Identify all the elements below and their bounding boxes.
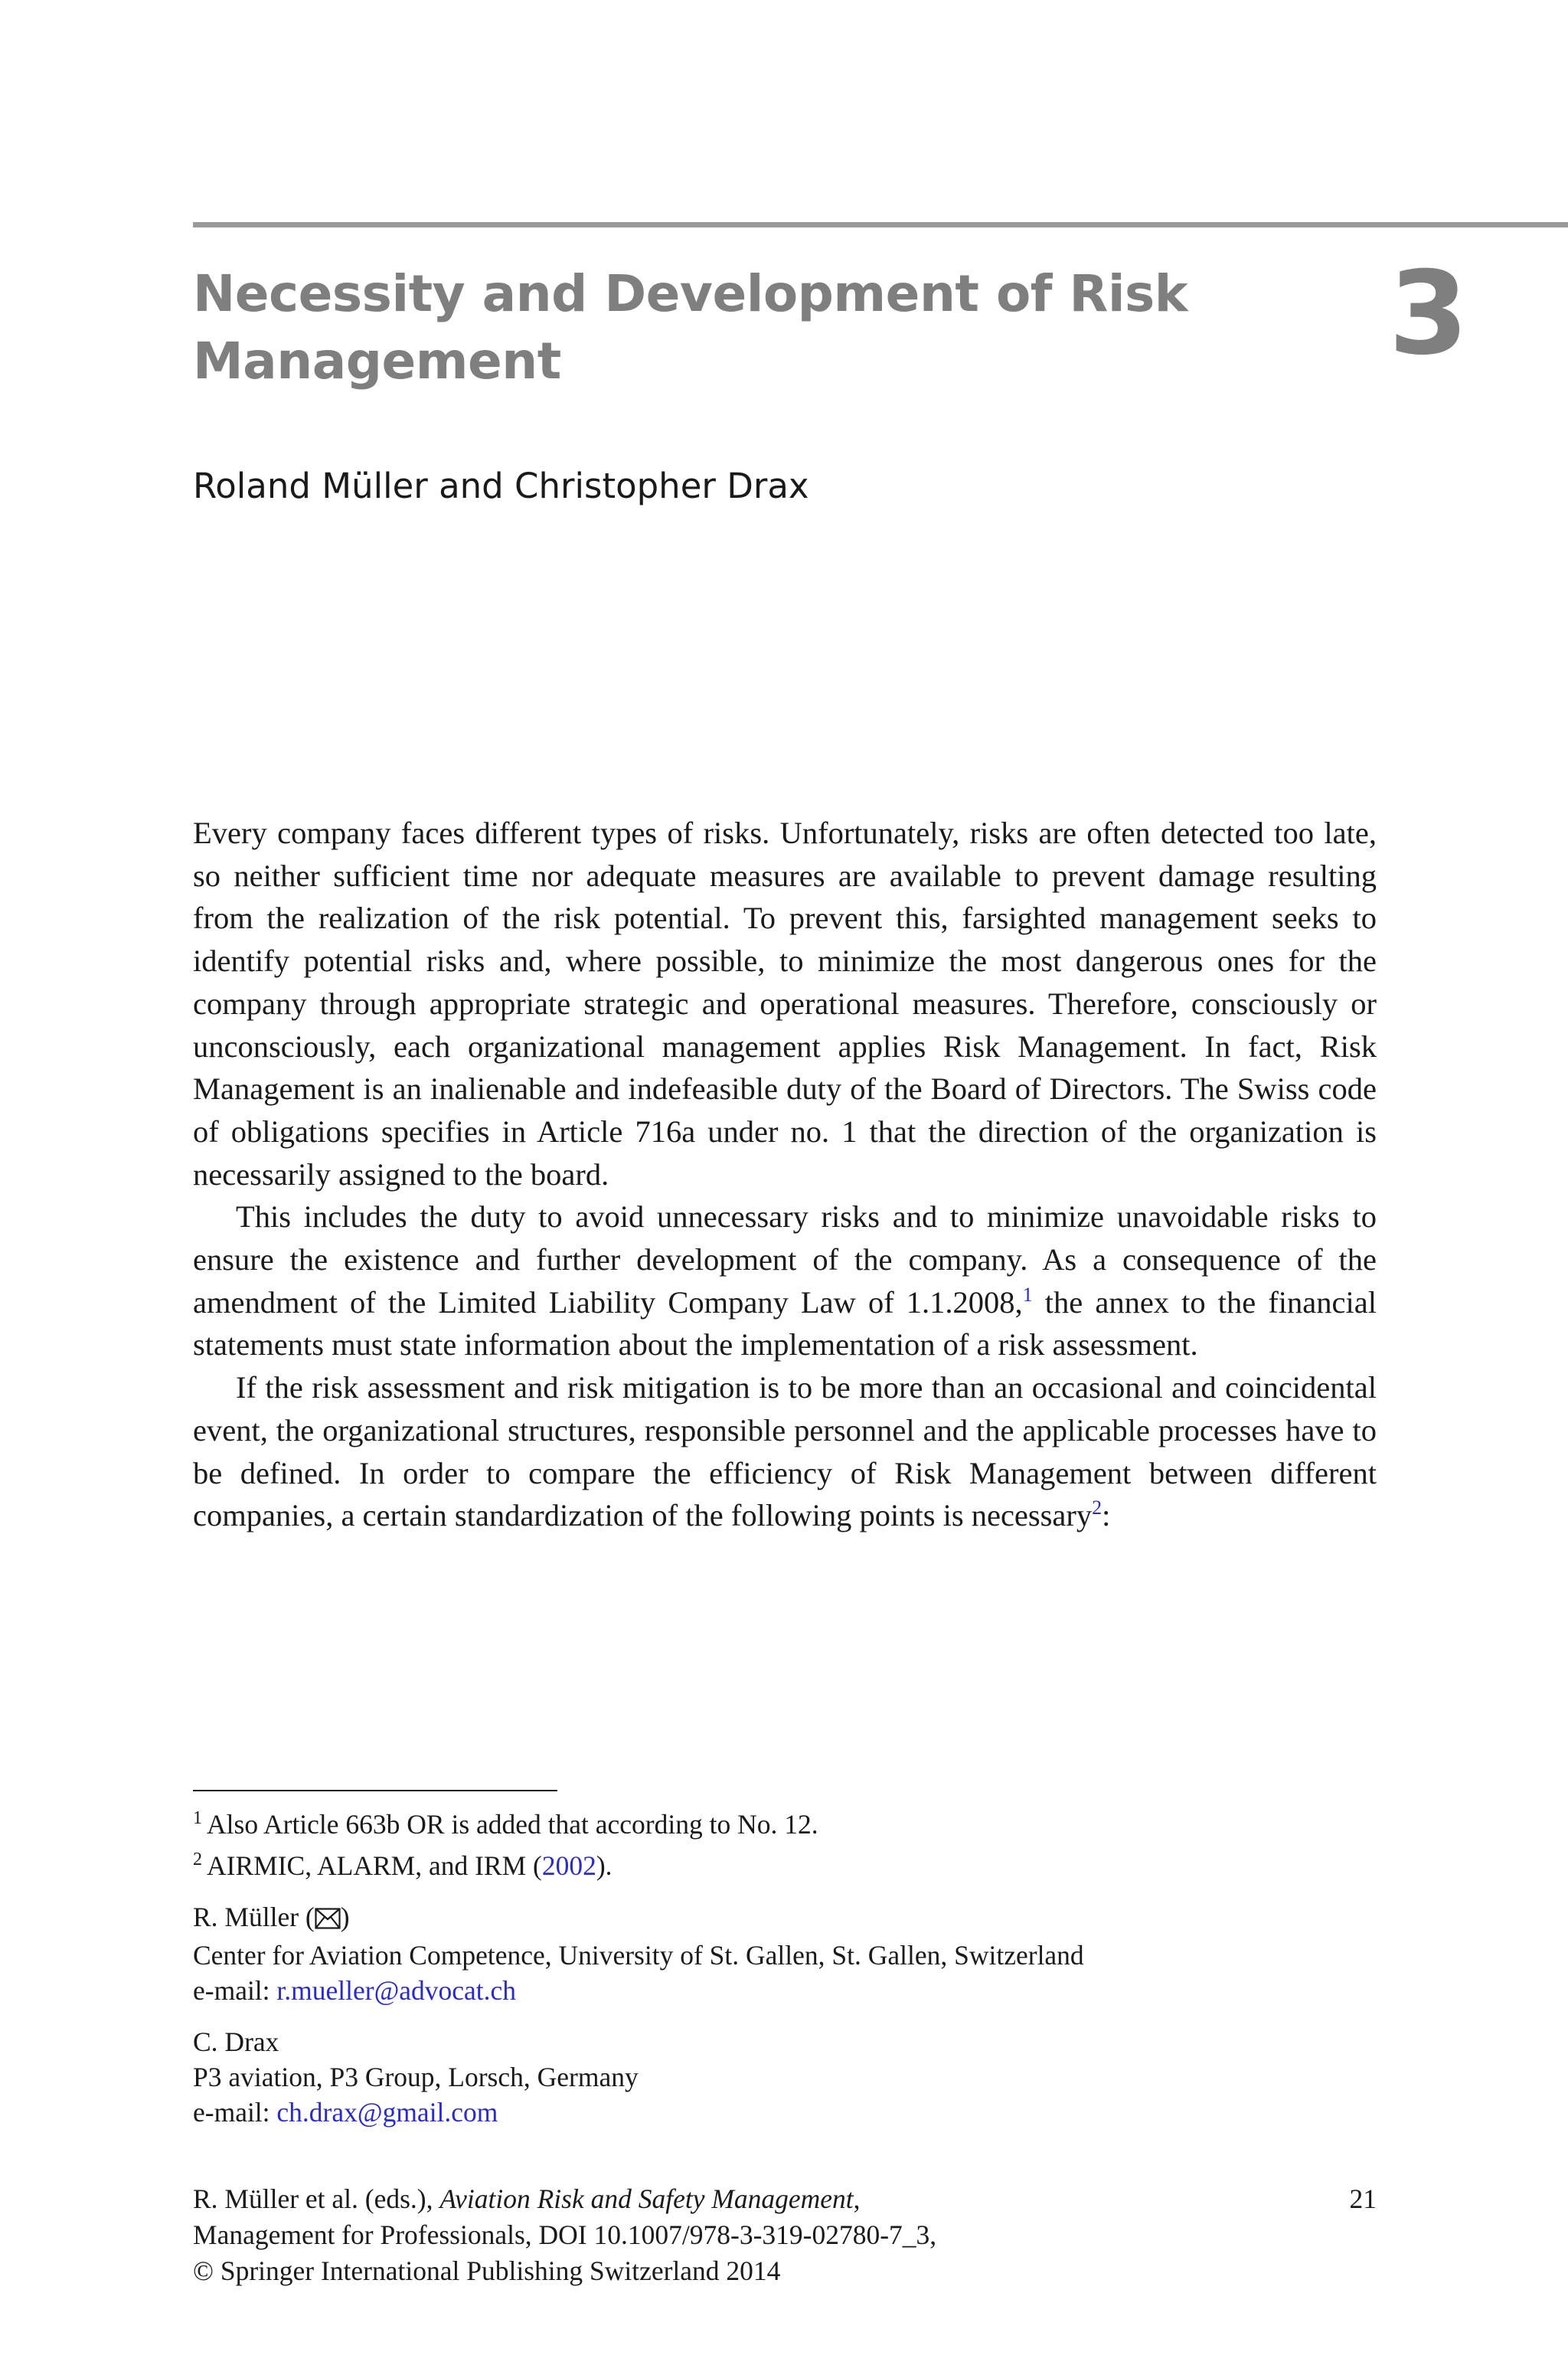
body-paragraph-2-text-cont: the annex to the financial statements must state information about the implementation of a risk assessment. [193,1284,1377,1362]
chapter-top-rule [193,222,1568,227]
author-2-email-link[interactable]: ch.drax@gmail.com [276,2097,498,2128]
author-1-email-link[interactable]: r.mueller@advocat.ch [276,1975,517,2006]
author-2-email-line [193,2095,1377,2130]
reference-year-link[interactable]: 2002 [541,1850,596,1881]
author-1-name-close: ) [340,1902,350,1932]
author-1-name [193,1899,1377,1938]
footnote-1-number: 1 [193,1808,202,1828]
footnote-1 [193,1804,1377,1845]
chapter-number: 3 [1388,247,1468,381]
footnote-2-text-end: ). [596,1850,612,1881]
chapter-title [193,260,1188,395]
body-paragraph-2 [193,1196,1377,1366]
body-paragraph-3-text-cont: : [1102,1498,1111,1533]
citation-line-1 [193,2181,1377,2217]
author-1-institution: Center for Aviation Competence, University of St. Gallen, St. Gallen, Switzerland [193,1940,1084,1971]
footnote-ref-1-link[interactable]: 1 [1022,1283,1033,1306]
body-paragraph-1: Every company faces different types of risks. Unfortunately, risks are often detected too late, so neither sufficient time nor adequate measures are available to prevent damage resulting from the realization of the risk potential. To prevent this, farsighted management seeks to identify potential risks and, where possible, to minimize the most dangerous ones for the company through appropriate strategic and operational measures. Therefore, consciously or unconsciously, each organizational management applies Risk Management. In fact, Risk Management is an inalienable and indefeasible duty of the Board of Directors. The Swiss code of obligations specifies in Article 716a under no. 1 that the direction of the organization is necessarily assigned to the board. [193,816,1377,1192]
author-2-email-label: e-mail: [193,2097,277,2128]
citation-line-2: Management for Professionals, DOI 10.1007/978-3-319-02780-7_3, [193,2219,937,2250]
author-1-email-line [193,1973,1377,2008]
citation-book-title: Aviation Risk and Safety Management [439,2183,854,2214]
envelope-icon [315,1902,341,1938]
chapter-title-line-2: Management [193,332,561,391]
affiliation-author-1 [193,1899,1377,2008]
footnote-1-text: Also Article 663b OR is added that according to No. 12. [207,1809,818,1840]
body-paragraph-3 [193,1366,1377,1537]
chapter-authors: Roland Müller and Christopher Drax [193,466,809,506]
footnote-2-text: AIRMIC, ALARM, and IRM ( [207,1850,542,1881]
footnote-2 [193,1845,1377,1886]
author-1-name-text: R. Müller ( [193,1902,315,1932]
footnote-2-number: 2 [193,1850,202,1869]
citation-editors: R. Müller et al. (eds.), [193,2183,440,2214]
body-paragraph-2-text: This includes the duty to avoid unnecessary risks and to minimize unavoidable risks to ensure the existence and further development of the company. As a consequence of the amendment of the Limited Liability Company Law of 1.1.2008, [193,1199,1377,1320]
affiliation-author-2 [193,2024,1377,2130]
citation-comma: , [853,2183,861,2214]
author-2-name: C. Drax [193,2026,279,2057]
footnote-rule [193,1790,557,1791]
body-paragraph-3-text: If the risk assessment and risk mitigation is to be more than an occasional and coincidental event, the organizational structures, responsible personnel and the applicable processes have to be defined. In order to compare the efficiency of Risk Management between different companies, a certain standardization of the following points is necessary [193,1370,1377,1533]
citation-line-3: © Springer International Publishing Switzerland 2014 [193,2255,781,2286]
page-number: 21 [1349,2183,1377,2214]
citation-block [193,2181,1377,2289]
author-2-institution: P3 aviation, P3 Group, Lorsch, Germany [193,2062,639,2092]
body-text [193,812,1377,1537]
chapter-title-line-1: Necessity and Development of Risk [193,264,1188,323]
footnotes [193,1804,1377,1886]
author-1-email-label: e-mail: [193,1975,277,2006]
footnote-ref-2-link[interactable]: 2 [1092,1496,1102,1519]
